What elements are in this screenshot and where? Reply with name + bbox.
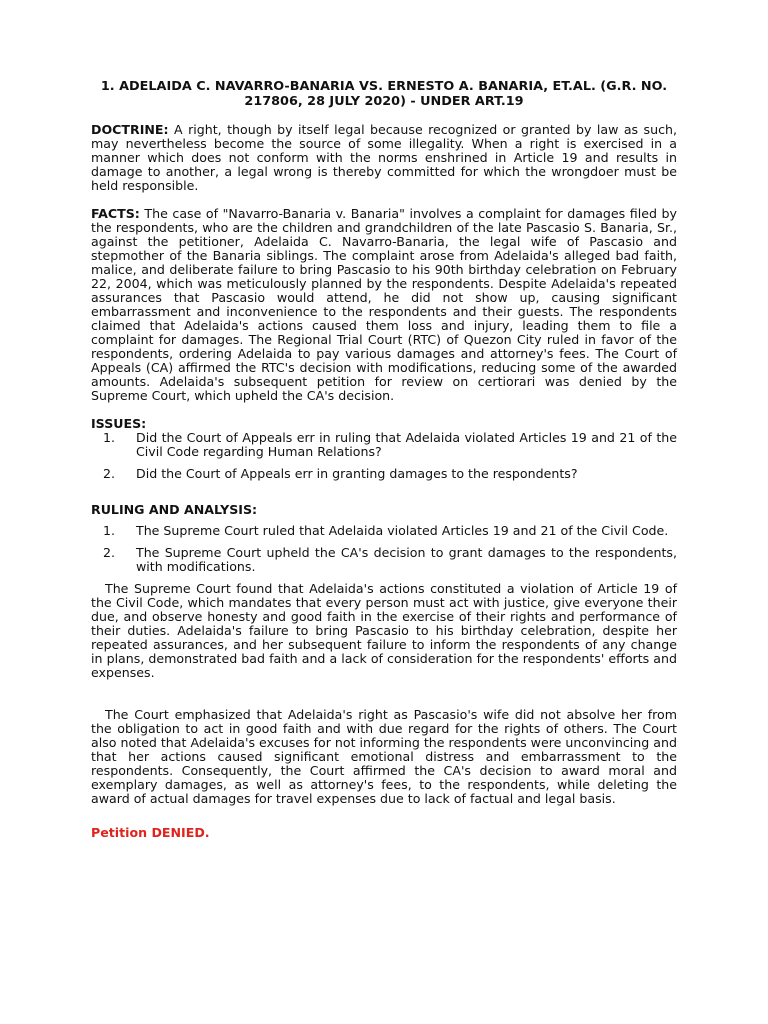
list-item — [91, 467, 677, 481]
list-number: 1. — [103, 430, 116, 445]
ruling-text: The Supreme Court upheld the CA's decision to grant damages to the respondents, with modifications. — [136, 545, 677, 574]
ruling-paragraph-1: The Supreme Court found that Adelaida's actions constituted a violation of Article 19 of the Civil Code, which mandates that every person must act with justice, give everyone their due, and observe honesty and good faith in the exercise of their rights and performance of their duties. Adelaida's failure to bring Pascasio to his birthday celebration, despite her repeated assurances, and her subsequent failure to inform the respondents of any change in plans, demonstrated bad faith and a lack of consideration for the respondents' efforts and expenses. — [91, 581, 677, 680]
issue-text: Did the Court of Appeals err in ruling that Adelaida violated Articles 19 and 21 of the Civil Code regarding Human Relations? — [136, 430, 677, 459]
list-item — [91, 524, 677, 538]
list-item — [91, 546, 677, 574]
issues-list — [91, 431, 677, 481]
verdict-text: Petition DENIED. — [91, 825, 210, 840]
ruling-list — [91, 524, 677, 574]
ruling-heading: RULING AND ANALYSIS: — [91, 502, 258, 517]
list-item — [91, 431, 677, 459]
facts-text: The case of "Navarro-Banaria v. Banaria" involves a complaint for damages filed by the respondents, who are the children and grandchildren of the late Pascasio S. Banaria, Sr., against the petitioner, Adelaida C. Navarro-Banaria, the legal wife of Pascasio and stepmother of the Banaria siblings. The complaint arose from Adelaida's alleged bad faith, malice, and deliberate failure to bring Pascasio to his 90th birthday celebration on February 22, 2004, which was meticulously planned by the respondents. Despite Adelaida's repeated assurances that Pascasio would attend, he did not show up, causing significant embarrassment and inconvenience to the respondents and their guests. The respondents claimed that Adelaida's actions caused them loss and injury, leading them to file a complaint for damages. The Regional Trial Court (RTC) of Quezon City ruled in favor of the respondents, ordering Adelaida to pay various damages and attorney's fees. The Court of Appeals (CA) affirmed the RTC's decision with modifications, reducing some of the awarded amounts. Adelaida's subsequent petition for review on certiorari was denied by the Supreme Court, which upheld the CA's decision. — [91, 206, 677, 403]
doctrine-text: A right, though by itself legal because recognized or granted by law as such, may nevertheless become the source of some illegality. When a right is exercised in a manner which does not conform with the norms enshrined in Article 19 and results in damage to another, a legal wrong is thereby committed for which the wrongdoer must be held responsible. — [91, 122, 677, 193]
doctrine-label: DOCTRINE: — [91, 122, 169, 137]
facts-paragraph — [91, 207, 677, 403]
issue-text: Did the Court of Appeals err in granting damages to the respondents? — [136, 466, 578, 481]
list-number: 1. — [103, 523, 116, 538]
case-title: 1. ADELAIDA C. NAVARRO-BANARIA VS. ERNESTO A. BANARIA, ET.AL. (G.R. NO. 217806, 28 JULY 2020) - UNDER ART.19 — [100, 79, 668, 109]
doctrine-paragraph — [91, 123, 677, 193]
ruling-paragraph-2: The Court emphasized that Adelaida's right as Pascasio's wife did not absolve her from the obligation to act in good faith and with due regard for the rights of others. The Court also noted that Adelaida's excuses for not informing the respondents were unconvincing and that her actions caused significant emotional distress and embarrassment to the respondents. Consequently, the Court affirmed the CA's decision to award moral and exemplary damages, as well as attorney's fees, to the respondents, while deleting the award of actual damages for travel expenses due to lack of factual and legal basis. — [91, 707, 677, 806]
ruling-text: The Supreme Court ruled that Adelaida violated Articles 19 and 21 of the Civil Code. — [136, 523, 669, 538]
issues-heading: ISSUES: — [91, 416, 147, 431]
list-number: 2. — [103, 545, 116, 560]
facts-label: FACTS: — [91, 206, 140, 221]
list-number: 2. — [103, 466, 116, 481]
